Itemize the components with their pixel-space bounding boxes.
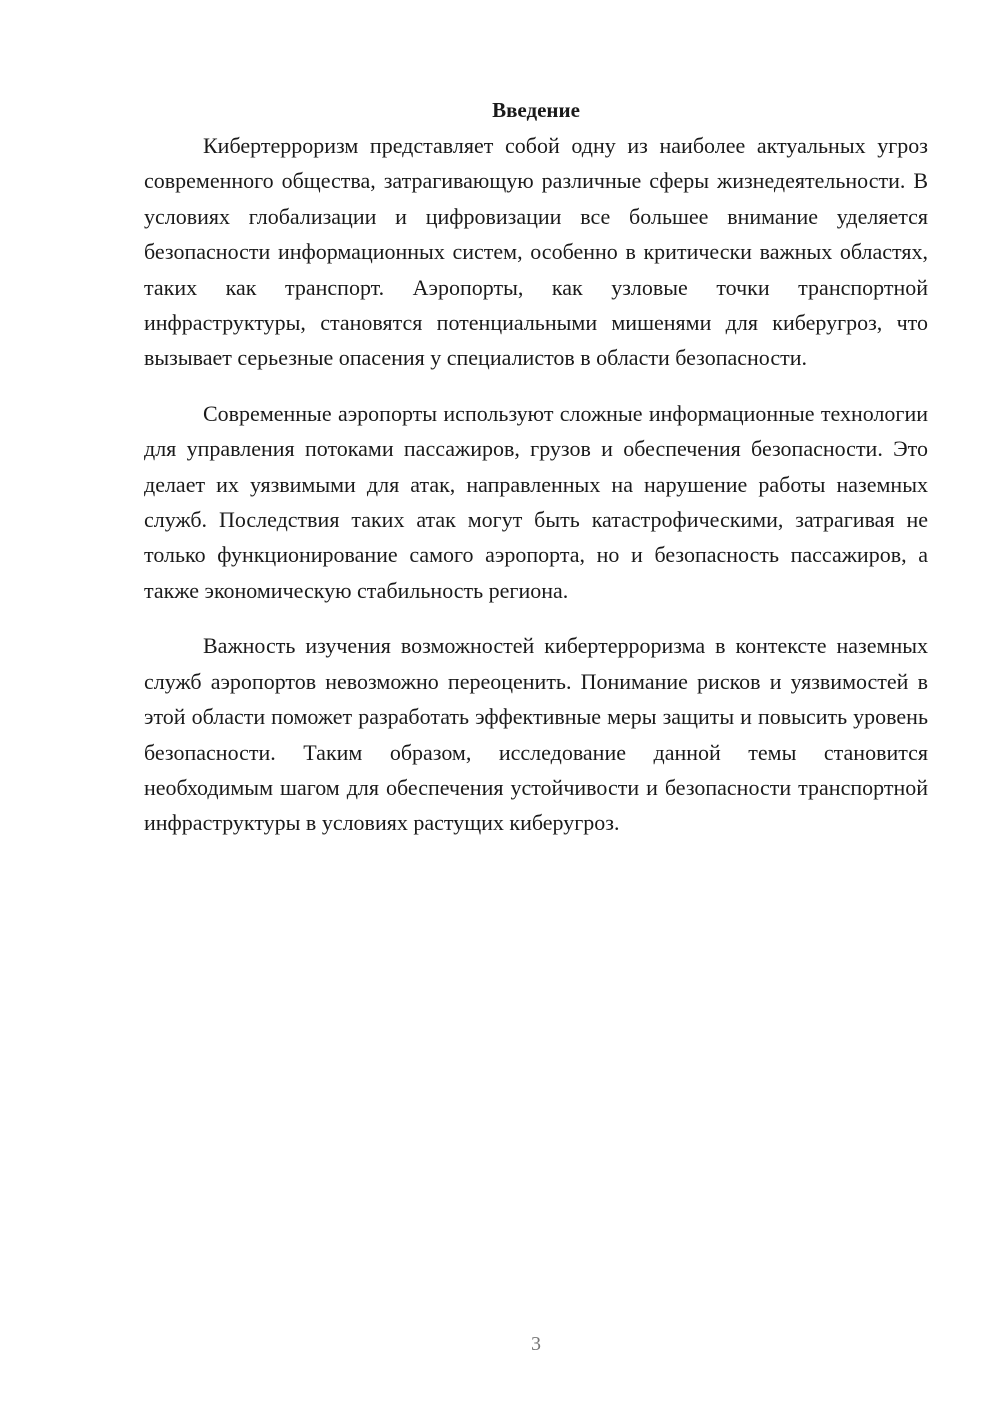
page-content xyxy=(144,92,928,841)
paragraph-1: Кибертерроризм представляет собой одну из наиболее актуальных угроз современного общества, затрагивающую различные сферы жизнедеятельности. В условиях глобализации и цифровизации все большее внимание уделяется безопасности информационных систем, особенно в критически важных областях, таких как транспорт. Аэропорты, как узловые точки транспортной инфраструктуры, становятся потенциальными мишенями для киберугроз, что вызывает серьезные опасения у специалистов в области безопасности. xyxy=(144,133,928,371)
paragraph-2: Современные аэропорты используют сложные информационные технологии для управления потоками пассажиров, грузов и обеспечения безопасности. Это делает их уязвимыми для атак, направленных на нарушение работы наземных служб. Последствия таких атак могут быть катастрофическими, затрагивая не только функционирование самого аэропорта, но и безопасность пассажиров, а также экономическую стабильность региона. xyxy=(144,400,928,603)
paragraph-3: Важность изучения возможностей кибертерроризма в контексте наземных служб аэропортов невозможно переоценить. Понимание рисков и уязвимостей в этой области поможет разработать эффективные меры защиты и повысить уровень безопасности. Таким образом, исследование данной темы становится необходимым шагом для обеспечения устойчивости и безопасности транспортной инфраструктуры в условиях растущих киберугроз. xyxy=(144,633,928,836)
section-heading: Введение xyxy=(492,98,580,122)
page-number: 3 xyxy=(531,1333,541,1355)
